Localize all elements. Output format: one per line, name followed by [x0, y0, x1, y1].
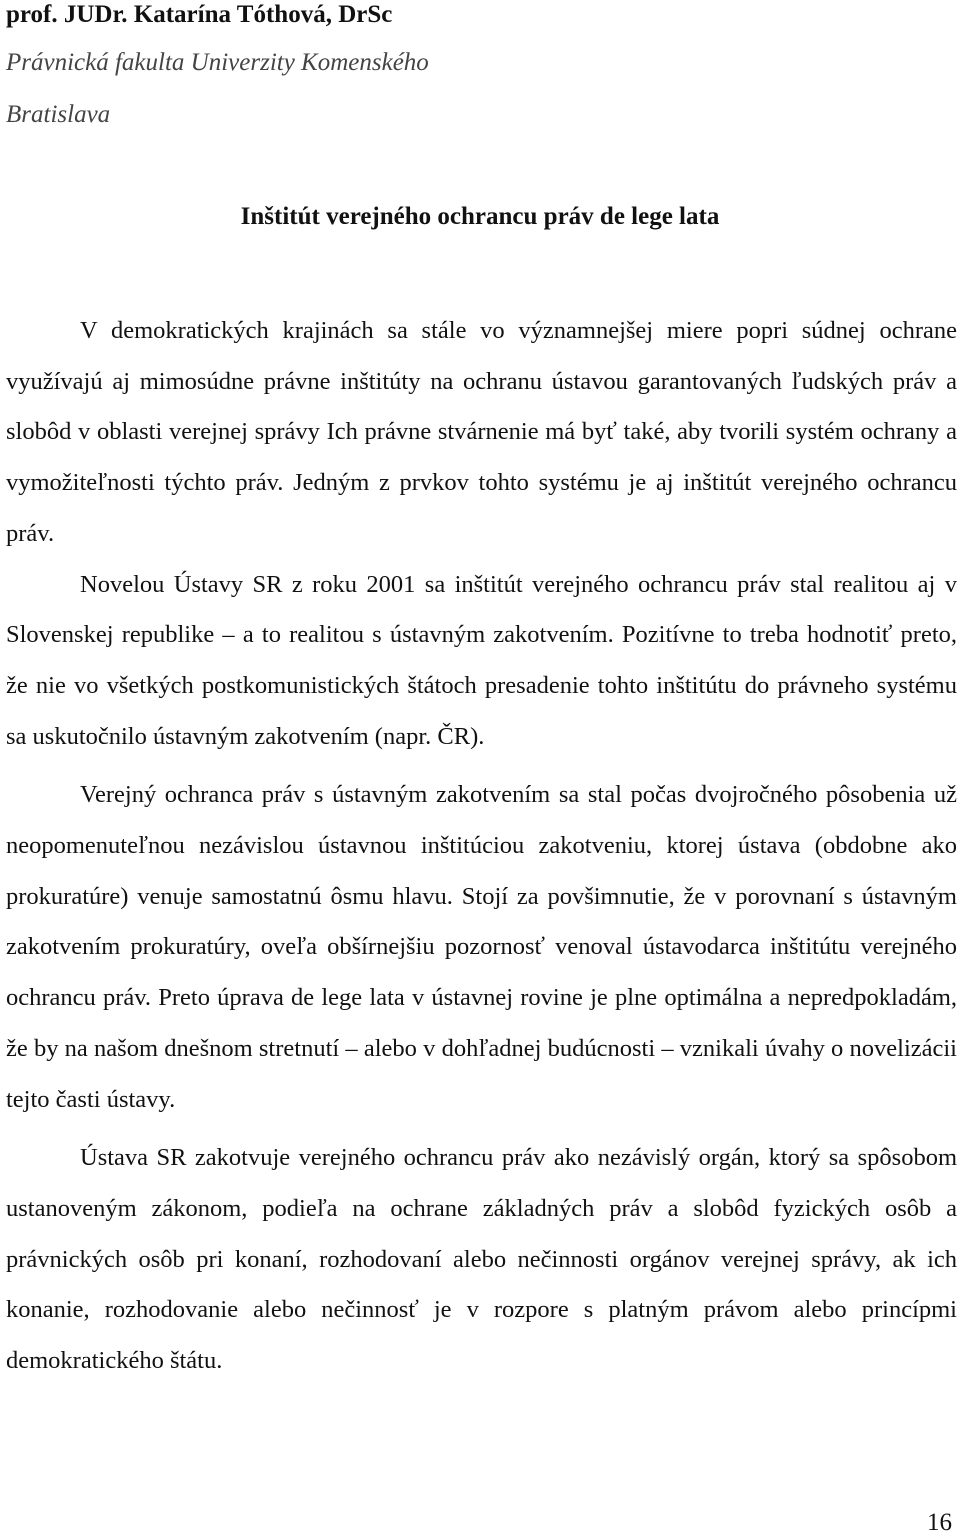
paragraph-2: Novelou Ústavy SR z roku 2001 sa inštitút verejného ochrancu práv stal realitou aj v Slovenskej republike – a to realitou s ústavným zakotvením. Pozitívne to treba hodnotiť preto, že nie vo všetkých postkomunistických štátoch presadenie tohto inštitútu do právneho systému sa uskutočnilo ústavným zakotvením (napr. ČR). [6, 570, 957, 750]
city-affiliation: Bratislava [6, 101, 111, 128]
body-text [6, 306, 957, 1387]
page-number: 16 [927, 1509, 952, 1536]
document-title: Inštitút verejného ochrancu práv de lege lata [240, 203, 720, 230]
paragraph-4: Ústava SR zakotvuje verejného ochrancu práv ako nezávislý orgán, ktorý sa spôsobom ustanoveným zákonom, podieľa na ochrane základných práv a slobôd fyzických osôb a právnických osôb pri konaní, rozhodovaní alebo nečinnosti orgánov verejnej správy, ak ich konanie, rozhodovanie alebo nečinnosť je v rozpore s platným právom alebo princípmi demokratického štátu. [6, 1144, 957, 1375]
paragraph-1: V demokratických krajinách sa stále vo významnejšej miere popri súdnej ochrane využívajú aj mimosúdne právne inštitúty na ochranu ústavou garantovaných ľudských práv a slobôd v oblasti verejnej správy Ich právne stvárnenie má byť také, aby tvorili systém ochrany a vymožiteľnosti týchto práv. Jedným z prvkov tohto systému je aj inštitút verejného ochrancu práv. [6, 317, 957, 547]
author-name: prof. JUDr. Katarína Tóthová, DrSc [6, 1, 393, 28]
faculty-affiliation: Právnická fakulta Univerzity Komenského [6, 49, 429, 76]
paragraph-3: Verejný ochranca práv s ústavným zakotvením sa stal počas dvojročného pôsobenia už neopomenuteľnou nezávislou ústavnou inštitúciou zakotveniu, ktorej ústava (obdobne ako prokuratúre) venuje samostatnú ôsmu hlavu. Stojí za povšimnutie, že v porovnaní s ústavným zakotvením prokuratúry, oveľa obšírnejšiu pozornosť venoval ústavodarca inštitútu verejného ochrancu práv. Preto úprava de lege lata v ústavnej rovine je plne optimálna a nepredpokladám, že by na našom dnešnom stretnutí – alebo v dohľadnej budúcnosti – vznikali úvahy o novelizácii tejto časti ústavy. [6, 781, 957, 1113]
